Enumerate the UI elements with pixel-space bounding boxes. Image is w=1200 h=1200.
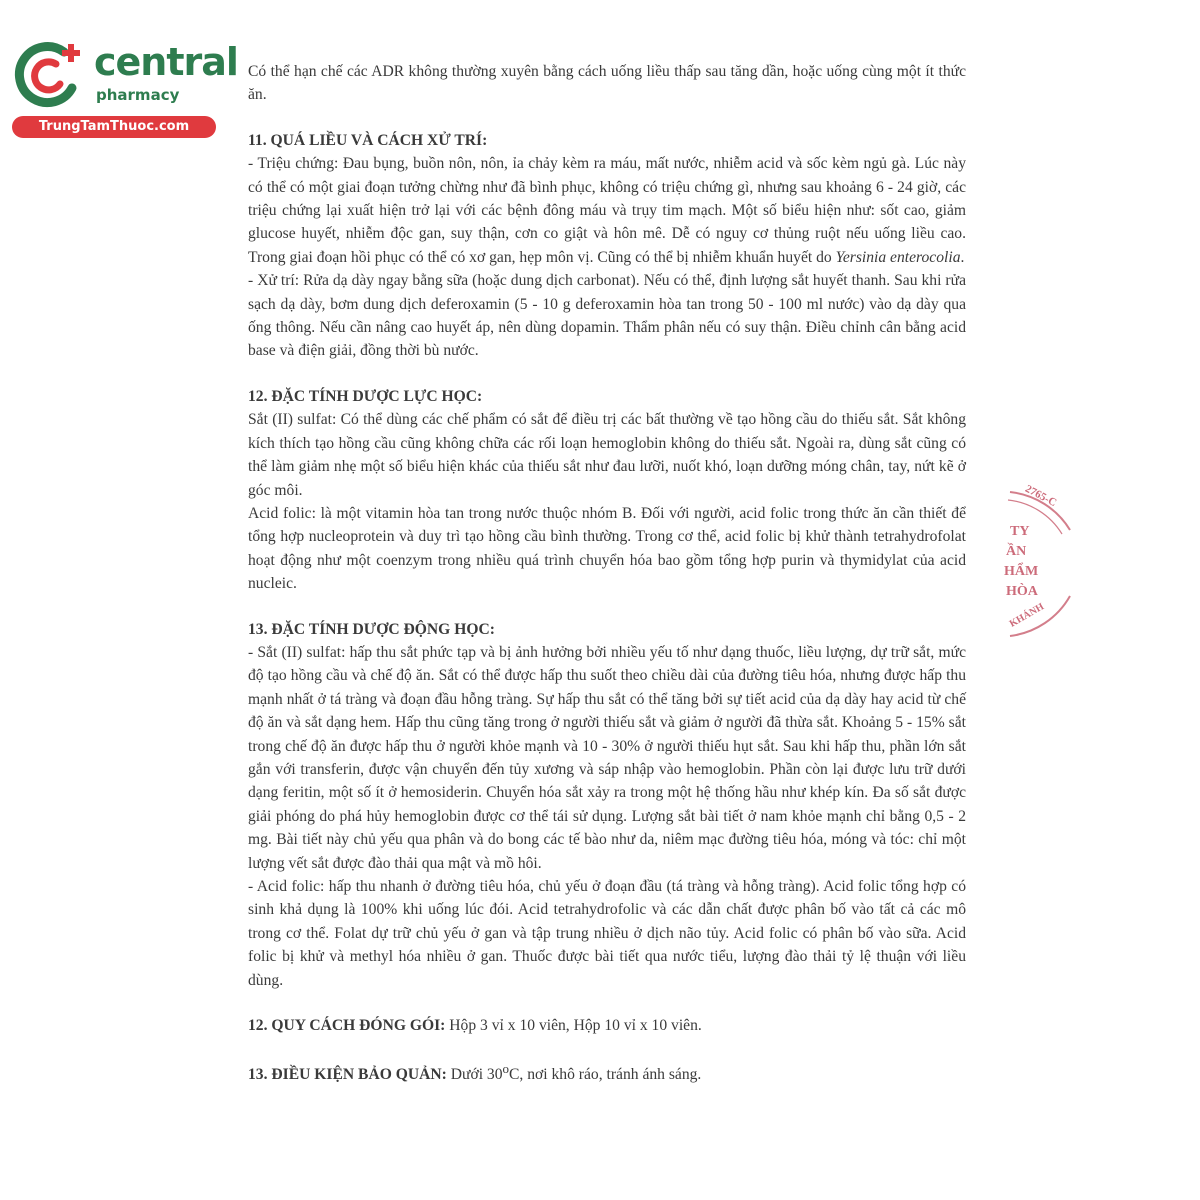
section-11-treatment: - Xử trí: Rửa dạ dày ngay bằng sữa (hoặc dung dịch carbonat). Nếu có thể, định lượng sắt huyết thanh. Sau khi rửa sạch dạ dày, bơm dung dịch deferoxamin (5 - 10 g deferoxamin hòa tan trong 50 - 100 ml nước) vào dạ dày qua ống thông. Nếu cần nâng cao huyết áp, nên dùng dopamin. Thẩm phân nếu có suy thận. Điều chỉnh cân bằng acid base và điện giải, đồng thời bù nước. (248, 272, 966, 360)
company-stamp (990, 478, 1080, 648)
stamp-line-3: ẦN (1006, 544, 1027, 559)
storage-degree: o (502, 1061, 510, 1077)
central-pharmacy-logo (8, 36, 238, 136)
stamp-line-5: HÒA (1006, 584, 1038, 599)
storage-text: Dưới 30 (446, 1066, 503, 1084)
document-body (248, 60, 966, 1087)
section-13-folic: - Acid folic: hấp thu nhanh ở đường tiêu hóa, chủ yếu ở đoạn đầu (tá tràng và hỗng tràng). Acid folic tổng hợp có sinh khả dụng là 100% khi uống lúc đói. Acid tetrahydrofolic và các dẫn chất được phân bố vào tất cả các mô trong cơ thể. Folat dự trữ chủ yếu ở gan và tập trung nhiều ở dịch não tủy. Acid folic có phân bố vào sữa. Acid folic bị khử và methyl hóa nhiều ở gan. Thuốc được bài tiết qua nước tiểu, lượng đào thải tỷ lệ thuận với liều dùng. (248, 878, 966, 989)
symptoms-end: . (960, 248, 965, 266)
packaging-paragraph (248, 1014, 966, 1037)
stamp-line-2: TY (1010, 524, 1030, 539)
logo-subtitle: pharmacy (96, 86, 180, 104)
storage-heading: 13. ĐIỀU KIỆN BẢO QUẢN: (248, 1066, 447, 1084)
packaging-text: Hộp 3 vỉ x 10 viên, Hộp 10 vỉ x 10 viên. (445, 1017, 702, 1035)
stamp-line-4: HẨM (1004, 564, 1039, 579)
section-11-heading: 11. QUÁ LIỀU VÀ CÁCH XỬ TRÍ: (248, 131, 488, 149)
section-11-symptoms (248, 152, 966, 269)
logo-c-plus-icon (12, 38, 86, 112)
stamp-ring-icon (990, 478, 1080, 648)
symptoms-italic: Yersinia enterocolia (835, 248, 961, 266)
section-12-heading: 12. ĐẶC TÍNH DƯỢC LỰC HỌC: (248, 387, 483, 405)
section-13-heading: 13. ĐẶC TÍNH DƯỢC ĐỘNG HỌC: (248, 620, 495, 638)
stamp-line-1: 2765-C (1023, 482, 1059, 510)
intro-paragraph: Có thể hạn chế các ADR không thường xuyên bằng cách uống liều thấp sau tăng dần, hoặc uống cùng một ít thức ăn. (248, 63, 966, 104)
stamp-line-6: KHÁNH (1007, 601, 1047, 630)
section-13-iron: - Sắt (II) sulfat: hấp thu sắt phức tạp và bị ảnh hưởng bởi nhiều yếu tố như dạng thuốc, liều lượng, dự trữ sắt, mức độ tạo hồng cầu và chế độ ăn. Sắt có thể được hấp thu suốt theo chiều dài của đường tiêu hóa, nhưng được hấp thu mạnh nhất ở tá tràng và đoạn đầu hỗng tràng. Sự hấp thu sắt có thể tăng bởi sự tiết acid của dạ dày hay acid từ chế độ ăn và sắt dạng hem. Hấp thu cũng tăng trong ở người thiếu sắt và giảm ở người đã thừa sắt. Khoảng 5 - 15% sắt trong chế độ ăn được hấp thu ở người khỏe mạnh và 10 - 30% ở người thiếu hụt sắt. Sau khi hấp thu, phần lớn sắt gắn với transferin, được vận chuyển đến tủy xương và sáp nhập vào hemoglobin. Phần còn lại được lưu trữ dưới dạng feritin, một số ít ở hemosiderin. Chuyển hóa sắt xảy ra trong một hệ thống hầu như khép kín. Đa số sắt được giải phóng do phá hủy hemoglobin được cơ thể tái sử dụng. Lượng sắt bài tiết ở nam khỏe mạnh chỉ bằng 0,5 - 2 mg. Bài tiết này chủ yếu qua phân và do bong các tế bào như da, niêm mạc đường tiêu hóa, móng và tóc: chỉ một lượng vết sắt được đào thải qua mật và mồ hôi. (248, 643, 966, 872)
logo-url-badge: TrungTamThuoc.com (12, 116, 216, 138)
logo-brand: central (94, 40, 238, 84)
storage-paragraph (248, 1057, 966, 1087)
section-12-folic: Acid folic: là một vitamin hòa tan trong nước thuộc nhóm B. Đối với người, acid folic trong thức ăn cần thiết để tổng hợp nucleoprotein và duy trì tạo hồng cầu bình thường. Trong cơ thể, acid folic bị khử thành tetrahydrofolat hoạt động như một coenzym trong nhiều quá trình chuyển hóa bao gồm tổng hợp purin và thymidylat của acid nucleic. (248, 504, 966, 593)
packaging-heading: 12. QUY CÁCH ĐÓNG GÓI: (248, 1017, 446, 1035)
section-12-iron: Sắt (II) sulfat: Có thể dùng các chế phẩm có sắt để điều trị các bất thường về tạo hồng cầu do thiếu sắt. Sắt không kích thích tạo hồng cầu cũng không chữa các rối loạn hemoglobin không do thiếu sắt. Ngoài ra, dùng sắt cũng có thể làm giảm nhẹ một số biểu hiện khác của thiếu sắt như đau lưỡi, nuốt khó, loạn dưỡng móng chân, tay, nứt kẽ ở góc môi. (248, 411, 966, 499)
symptoms-text: - Triệu chứng: Đau bụng, buồn nôn, nôn, ỉa chảy kèm ra máu, mất nước, nhiễm acid và sốc kèm ngủ gà. Lúc này có thể có một giai đoạn tưởng chừng như đã bình phục, không có triệu chứng gì, nhưng sau khoảng 6 - 24 giờ, các triệu chứng lại xuất hiện trở lại với các bệnh đông máu và trụy tim mạch. Một số biểu hiện như: sốt cao, giảm glucose huyết, nhiễm độc gan, suy thận, cơn co giật và hôn mê. Dễ có nguy cơ thủng ruột nếu uống liều cao. Trong giai đoạn hồi phục có thể có xơ gan, hẹp môn vị. Cũng có thể bị nhiễm khuẩn huyết do (248, 155, 966, 266)
storage-text-end: C, nơi khô ráo, tránh ánh sáng. (509, 1066, 702, 1084)
